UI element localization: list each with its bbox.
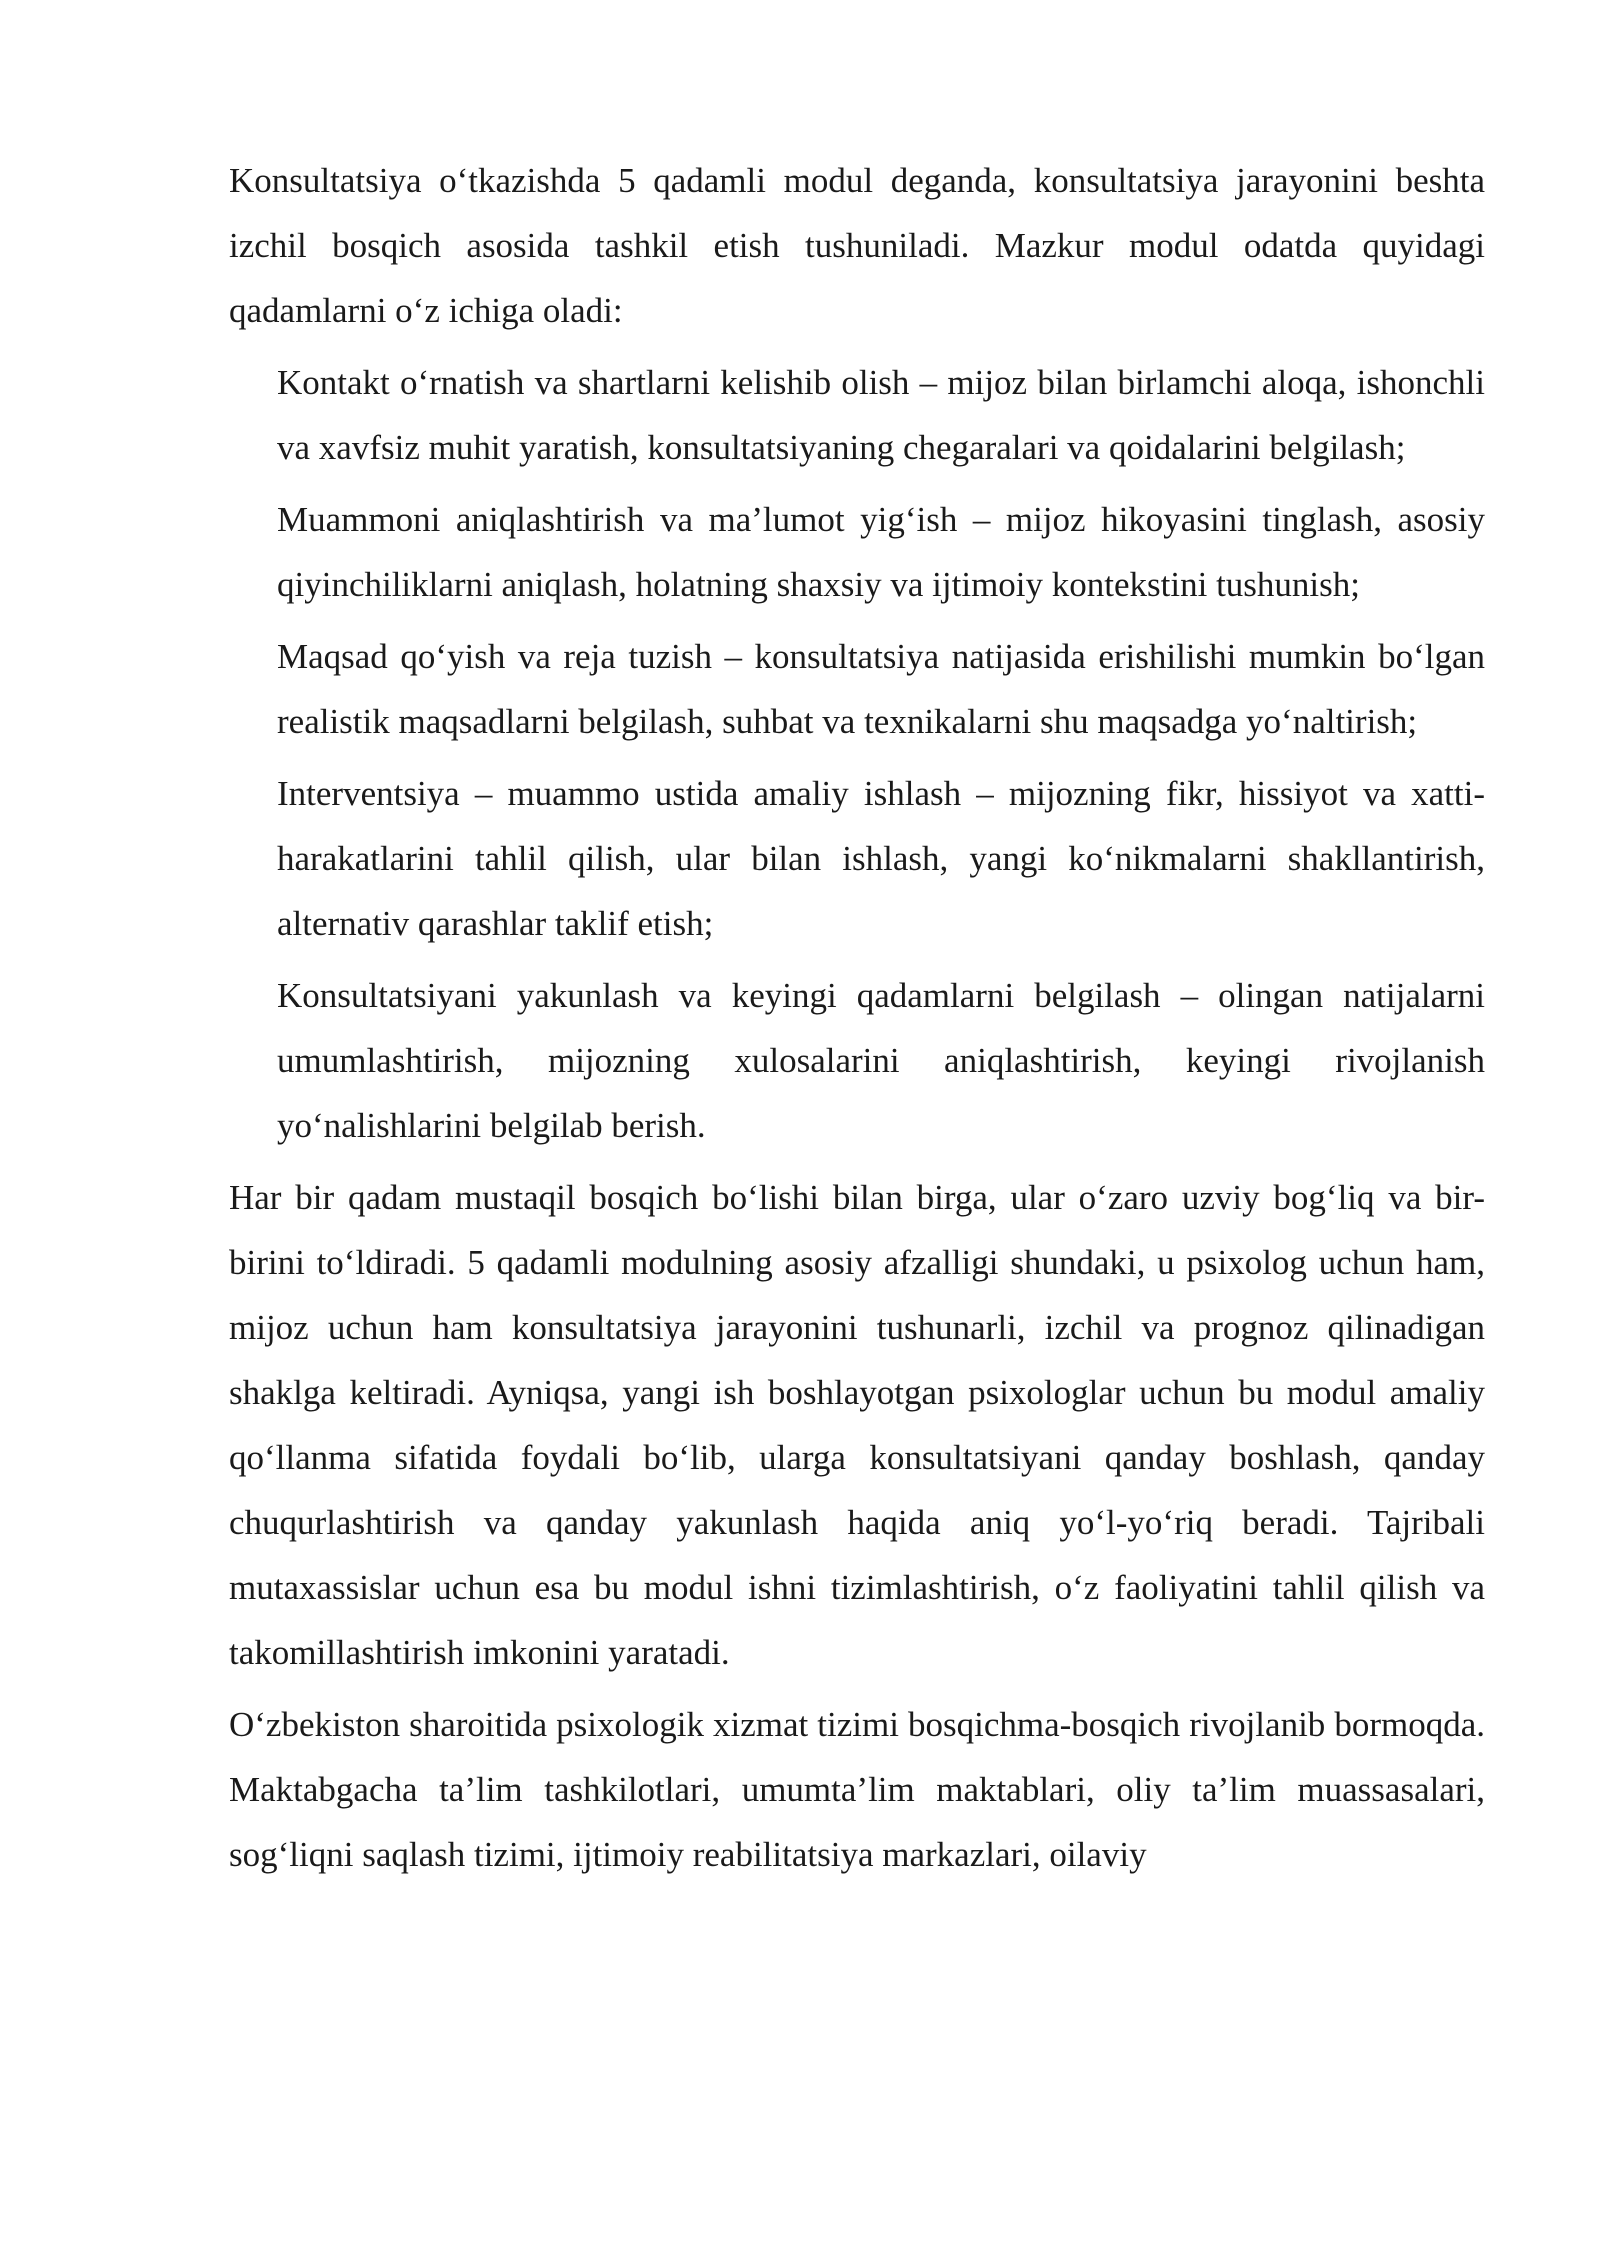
- intro-paragraph: Konsultatsiya o‘tkazishda 5 qadamli modul deganda, konsultatsiya jarayonini beshta izchil bosqich asosida tashkil etish tushuniladi. Mazkur modul odatda quyidagi qadamlarni o‘z ichiga oladi:: [229, 161, 1485, 330]
- body-paragraph-2: Har bir qadam mustaqil bosqich bo‘lishi bilan birga, ular o‘zaro uzviy bog‘liq va bir-birini to‘ldiradi. 5 qadamli modulning asosiy afzalligi shundaki, u psixolog uchun ham, mijoz uchun ham konsultatsiya jarayonini tushunarli, izchil va prognoz qilinadigan shaklga keltiradi. Ayniqsa, yangi ish boshlayotgan psixologlar uchun bu modul amaliy qo‘llanma sifatida foydali bo‘lib, ularga konsultatsiyani qanday boshlash, qanday chuqurlashtirish va qanday yakunlash haqida aniq yo‘l-yo‘riq beradi. Tajribali mutaxassislar uchun esa bu modul ishni tizimlashtirish, o‘z faoliyatini tahlil qilish va takomillashtirish imkonini yaratadi.: [229, 1178, 1485, 1672]
- list-item-step-3: Maqsad qo‘yish va reja tuzish – konsultatsiya natijasida erishilishi mumkin bo‘lgan realistik maqsadlarni belgilash, suhbat va texnikalarni shu maqsadga yo‘naltirish;: [277, 637, 1485, 741]
- list-item-step-5: Konsultatsiyani yakunlash va keyingi qadamlarni belgilash – olingan natijalarni umumlashtirish, mijozning xulosalarini aniqlashtirish, keyingi rivojlanish yo‘nalishlarini belgilab berish.: [277, 976, 1485, 1145]
- list-item-step-4: Interventsiya – muammo ustida amaliy ishlash – mijozning fikr, hissiyot va xatti-harakatlarini tahlil qilish, ular bilan ishlash, yangi ko‘nikmalarni shakllantirish, alternativ qarashlar taklif etish;: [277, 774, 1485, 943]
- steps-list: [229, 350, 1485, 1158]
- list-item-step-1: Kontakt o‘rnatish va shartlarni kelishib olish – mijoz bilan birlamchi aloqa, ishonchli va xavfsiz muhit yaratish, konsultatsiyaning chegaralari va qoidalarini belgilash;: [277, 363, 1485, 467]
- list-item-step-2: Muammoni aniqlashtirish va ma’lumot yig‘ish – mijoz hikoyasini tinglash, asosiy qiyinchiliklarni aniqlash, holatning shaxsiy va ijtimoiy kontekstini tushunish;: [277, 500, 1485, 604]
- document-body: [229, 148, 1485, 1894]
- body-paragraph-3: O‘zbekiston sharoitida psixologik xizmat tizimi bosqichma-bosqich rivojlanib bormoqda. Maktabgacha ta’lim tashkilotlari, umumta’lim maktablari, oliy ta’lim muassasalari, sog‘liqni saqlash tizimi, ijtimoiy reabilitatsiya markazlari, oilaviy: [229, 1705, 1485, 1874]
